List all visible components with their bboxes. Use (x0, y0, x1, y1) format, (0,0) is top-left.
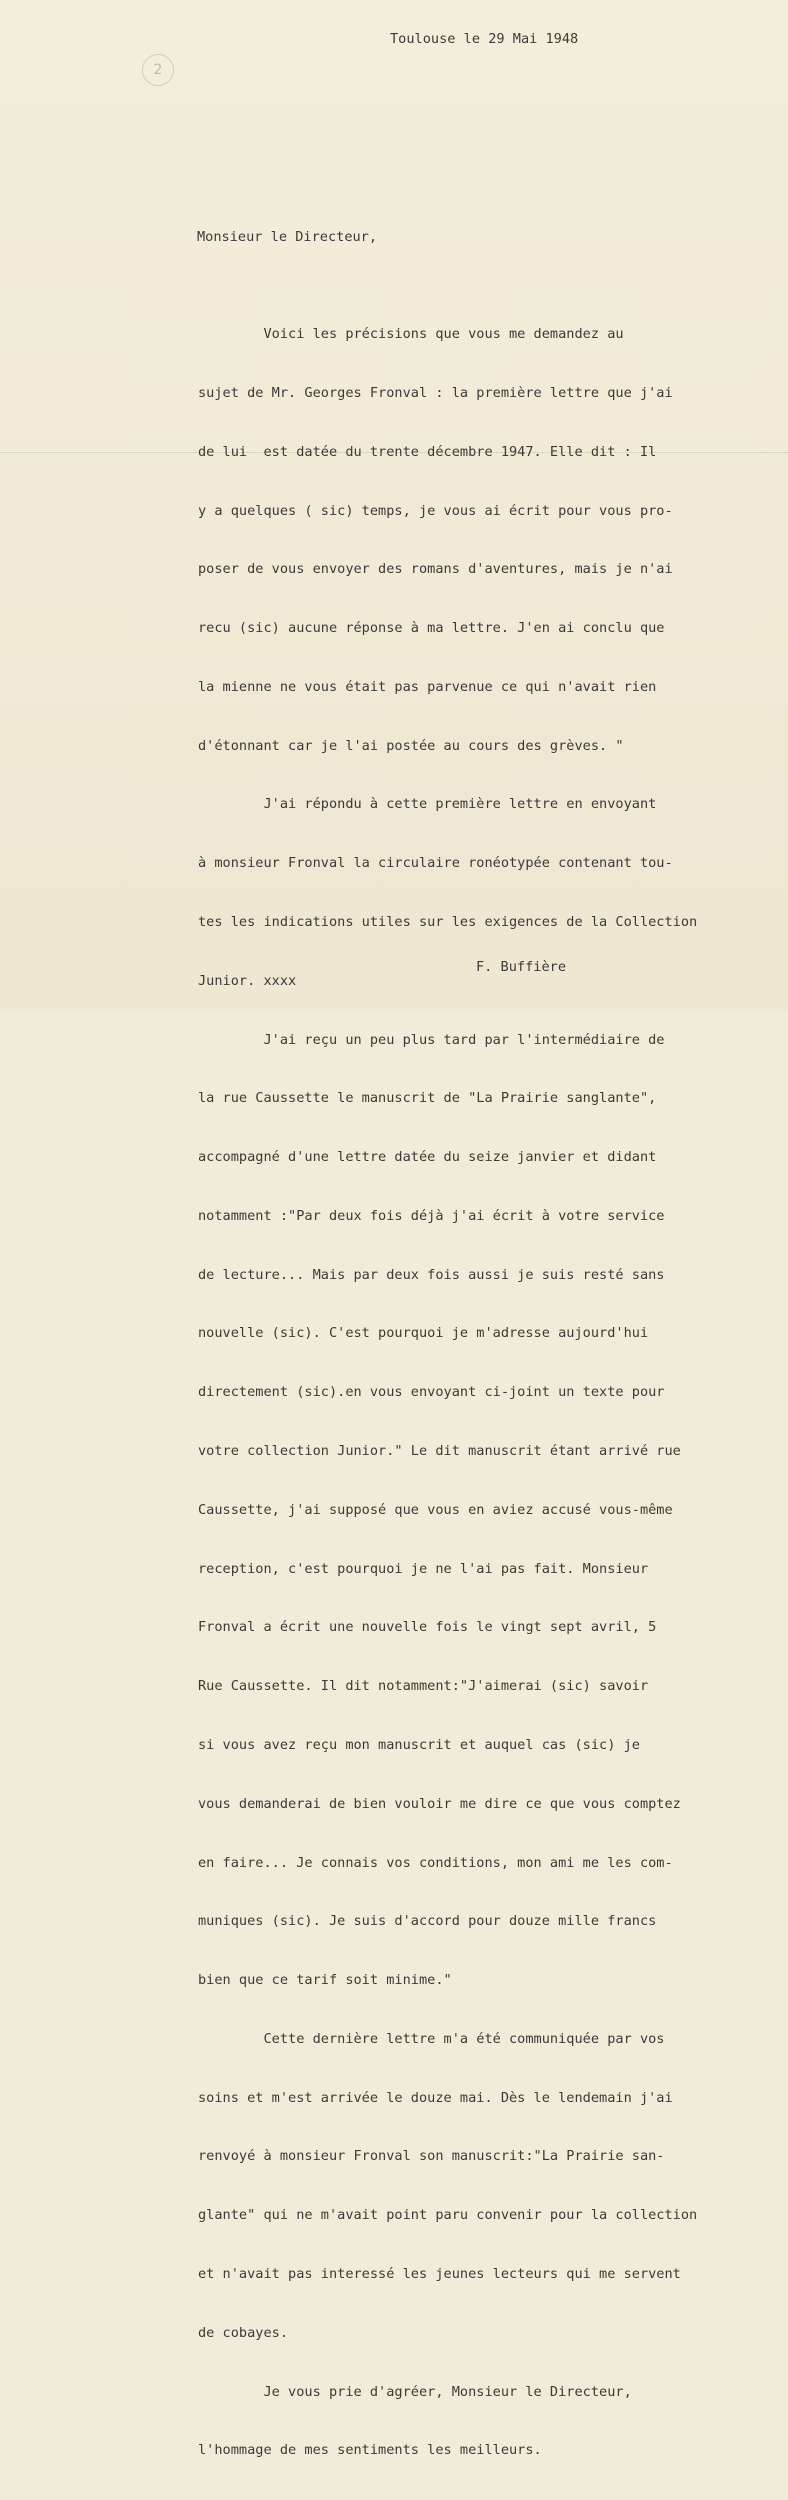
body-line: directement (sic).en vous envoyant ci-joint un texte pour (198, 1384, 665, 1401)
body-line: Fronval a écrit une nouvelle fois le vingt sept avril, 5 (198, 1619, 657, 1636)
body-line: d'étonnant car je l'ai postée au cours des grèves. " (198, 737, 624, 754)
salutation: Monsieur le Directeur, (197, 229, 378, 245)
body-line: accompagné d'une lettre datée du seize janvier et didant (198, 1149, 657, 1166)
body-line: la rue Caussette le manuscrit de "La Prairie sanglante", (198, 1090, 657, 1107)
body-line: tes les indications utiles sur les exigences de la Collection (198, 914, 698, 930)
date-line: Toulouse le 29 Mai 1948 (390, 31, 579, 47)
page-number-stamp (142, 54, 174, 86)
body-line: muniques (sic). Je suis d'accord pour douze mille francs (198, 1913, 657, 1930)
body-line: l'hommage de mes sentiments les meilleurs. (198, 2442, 542, 2459)
body-line: soins et m'est arrivée le douze mai. Dès le lendemain j'ai (198, 2089, 673, 2106)
body-line: Caussette, j'ai supposé que vous en aviez accusé vous-même (198, 1501, 673, 1518)
body-line: de lecture... Mais par deux fois aussi je suis resté sans (198, 1266, 665, 1283)
body-line: Cette dernière lettre m'a été communiquée par vos (198, 2030, 665, 2047)
body-line: sujet de Mr. Georges Fronval : la première lettre que j'ai (198, 384, 673, 401)
body-line: à monsieur Fronval la circulaire ronéotypée contenant tou- (198, 855, 673, 872)
body-line: de lui est datée du trente décembre 1947. Elle dit : Il (198, 443, 657, 460)
body-line: nouvelle (sic). C'est pourquoi je m'adresse aujourd'hui (198, 1325, 649, 1342)
page-number: 2 (153, 62, 163, 78)
body-line: Voici les précisions que vous me demandez au (198, 326, 624, 343)
body-line: J'ai répondu à cette première lettre en envoyant (198, 796, 657, 813)
body-line: et n'avait pas interessé les jeunes lecteurs qui me servent (198, 2265, 681, 2282)
body-line: J'ai reçu un peu plus tard par l'intermédiaire de (198, 1031, 665, 1048)
body-line: y a quelques ( sic) temps, je vous ai écrit pour vous pro- (198, 502, 673, 519)
body-line: poser de vous envoyer des romans d'aventures, mais je n'ai (198, 561, 673, 578)
body-line: si vous avez reçu mon manuscrit et auquel cas (sic) je (198, 1736, 640, 1753)
body-line: Je vous prie d'agréer, Monsieur le Directeur, (198, 2383, 632, 2400)
body-line: glante" qui ne m'avait point paru convenir pour la collection (198, 2207, 698, 2224)
body-line: reception, c'est pourquoi je ne l'ai pas fait. Monsieur (198, 1560, 649, 1577)
body-line: Junior. xxxx (198, 972, 297, 989)
body-line: vous demanderai de bien vouloir me dire ce que vous comptez (198, 1795, 681, 1812)
body-line: Rue Caussette. Il dit notamment:"J'aimerai (sic) savoir (198, 1678, 649, 1695)
body-line: recu (sic) aucune réponse à ma lettre. J'en ai conclu que (198, 620, 665, 637)
body-line: votre collection Junior." Le dit manuscrit étant arrivé rue (198, 1443, 681, 1460)
letter-body (198, 286, 697, 2500)
body-line: la mienne ne vous était pas parvenue ce qui n'avait rien (198, 678, 657, 695)
body-line: bien que ce tarif soit minime." (198, 1972, 452, 1989)
body-line: en faire... Je connais vos conditions, mon ami me les com- (198, 1854, 673, 1871)
body-line: renvoyé à monsieur Fronval son manuscrit:"La Prairie san- (198, 2148, 665, 2165)
body-line: de cobayes. (198, 2324, 289, 2341)
signature: F. Buffière (476, 959, 567, 975)
body-line: notamment :"Par deux fois déjà j'ai écrit à votre service (198, 1207, 665, 1224)
